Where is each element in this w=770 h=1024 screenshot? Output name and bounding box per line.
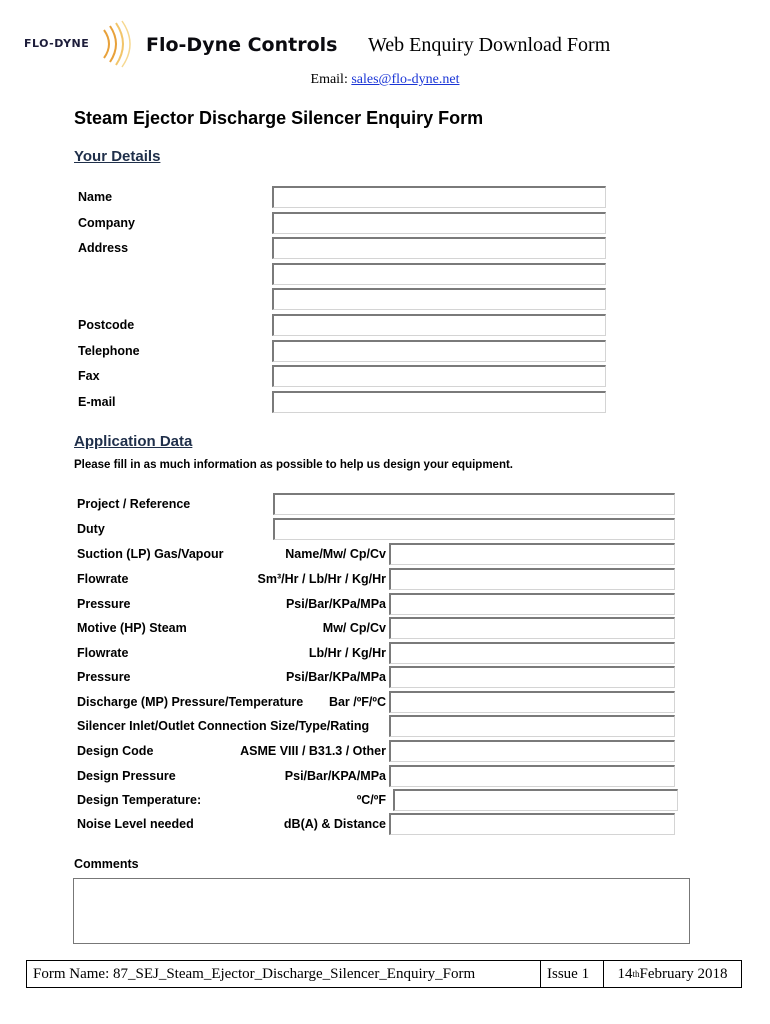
design-pressure-field[interactable]	[389, 765, 675, 787]
email-link[interactable]: sales@flo-dyne.net	[351, 72, 460, 87]
company-field[interactable]	[272, 212, 606, 234]
name-label: Name	[78, 190, 113, 204]
comments-label: Comments	[74, 857, 139, 871]
silencer-connection-field[interactable]	[389, 715, 675, 737]
noise-level-field[interactable]	[389, 813, 675, 835]
app-row-unit: ºC/ºF	[356, 793, 386, 807]
email-field[interactable]	[272, 391, 606, 413]
app-row-label: Flowrate	[77, 572, 129, 586]
address-label: Address	[78, 241, 129, 255]
motive-pressure-field[interactable]	[389, 666, 675, 688]
app-row-unit: Sm³/Hr / Lb/Hr / Kg/Hr	[257, 572, 386, 586]
project-reference-field[interactable]	[273, 493, 675, 515]
duty-field[interactable]	[273, 518, 675, 540]
form-title: Steam Ejector Discharge Silencer Enquiry Form	[74, 108, 484, 128]
logo-text: FLO-DYNE	[24, 37, 90, 50]
your-details-heading: Your Details	[74, 148, 161, 165]
app-row-label: Project / Reference	[77, 497, 191, 511]
app-row-unit: Psi/Bar/KPA/MPa	[284, 769, 386, 783]
company-label: Company	[78, 216, 135, 230]
date-cell	[604, 961, 741, 987]
email-label: Email:	[310, 72, 348, 87]
app-row-unit: Psi/Bar/KPa/MPa	[285, 670, 386, 684]
motive-flowrate-field[interactable]	[389, 642, 675, 664]
date-day: 14	[617, 965, 633, 982]
email-line	[0, 72, 770, 88]
design-code-field[interactable]	[389, 740, 675, 762]
app-row-label: Duty	[77, 522, 105, 536]
app-row-label: Design Temperature:	[77, 793, 202, 807]
address-field-3[interactable]	[272, 288, 606, 310]
app-row-label: Pressure	[77, 670, 131, 684]
motive-steam-field[interactable]	[389, 617, 675, 639]
app-row-label: Flowrate	[77, 646, 129, 660]
app-row-label: Design Code	[77, 744, 154, 758]
footer-table	[26, 960, 742, 988]
app-row-label: Pressure	[77, 597, 131, 611]
postcode-field[interactable]	[272, 314, 606, 336]
date-suffix: th	[632, 969, 640, 979]
date-rest: February 2018	[639, 965, 728, 982]
form-name-cell: Form Name: 87_SEJ_Steam_Ejector_Discharge_Silencer_Enquiry_Form	[27, 961, 541, 987]
app-row-unit: Name/Mw/ Cp/Cv	[285, 547, 386, 561]
app-row-unit: ASME VIII / B31.3 / Other	[240, 744, 386, 758]
fax-field[interactable]	[272, 365, 606, 387]
design-temperature-field[interactable]	[393, 789, 678, 811]
app-row-label: Noise Level needed	[77, 817, 194, 831]
telephone-label: Telephone	[78, 344, 140, 358]
suction-flowrate-field[interactable]	[389, 568, 675, 590]
app-row-label: Design Pressure	[77, 769, 176, 783]
app-row-label: Discharge (MP) Pressure/Temperature	[77, 695, 304, 709]
telephone-field[interactable]	[272, 340, 606, 362]
app-row-label: Suction (LP) Gas/Vapour	[77, 547, 224, 561]
fax-label: Fax	[78, 369, 100, 383]
app-row-unit: Bar /ºF/ºC	[328, 695, 386, 709]
address-field-2[interactable]	[272, 263, 606, 285]
discharge-pressure-temperature-field[interactable]	[389, 691, 675, 713]
app-row-label: Silencer Inlet/Outlet Connection Size/Type/Rating	[77, 719, 370, 733]
suction-gas-field[interactable]	[389, 543, 675, 565]
document-title: Web Enquiry Download Form	[368, 34, 611, 56]
app-row-unit: dB(A) & Distance	[283, 817, 386, 831]
application-data-heading: Application Data	[74, 433, 193, 450]
app-row-label: Motive (HP) Steam	[77, 621, 187, 635]
suction-pressure-field[interactable]	[389, 593, 675, 615]
email-field-label: E-mail	[78, 395, 116, 409]
postcode-label: Postcode	[78, 318, 135, 332]
comments-textarea[interactable]	[73, 878, 690, 944]
app-row-unit: Lb/Hr / Kg/Hr	[308, 646, 386, 660]
address-field-1[interactable]	[272, 237, 606, 259]
issue-cell: Issue 1	[541, 961, 604, 987]
name-field[interactable]	[272, 186, 606, 208]
app-row-unit: Mw/ Cp/Cv	[322, 621, 386, 635]
app-row-unit: Psi/Bar/KPa/MPa	[285, 597, 386, 611]
company-name: Flo-Dyne Controls	[146, 34, 338, 56]
instructions-note: Please fill in as much information as possible to help us design your equipment.	[74, 459, 513, 471]
